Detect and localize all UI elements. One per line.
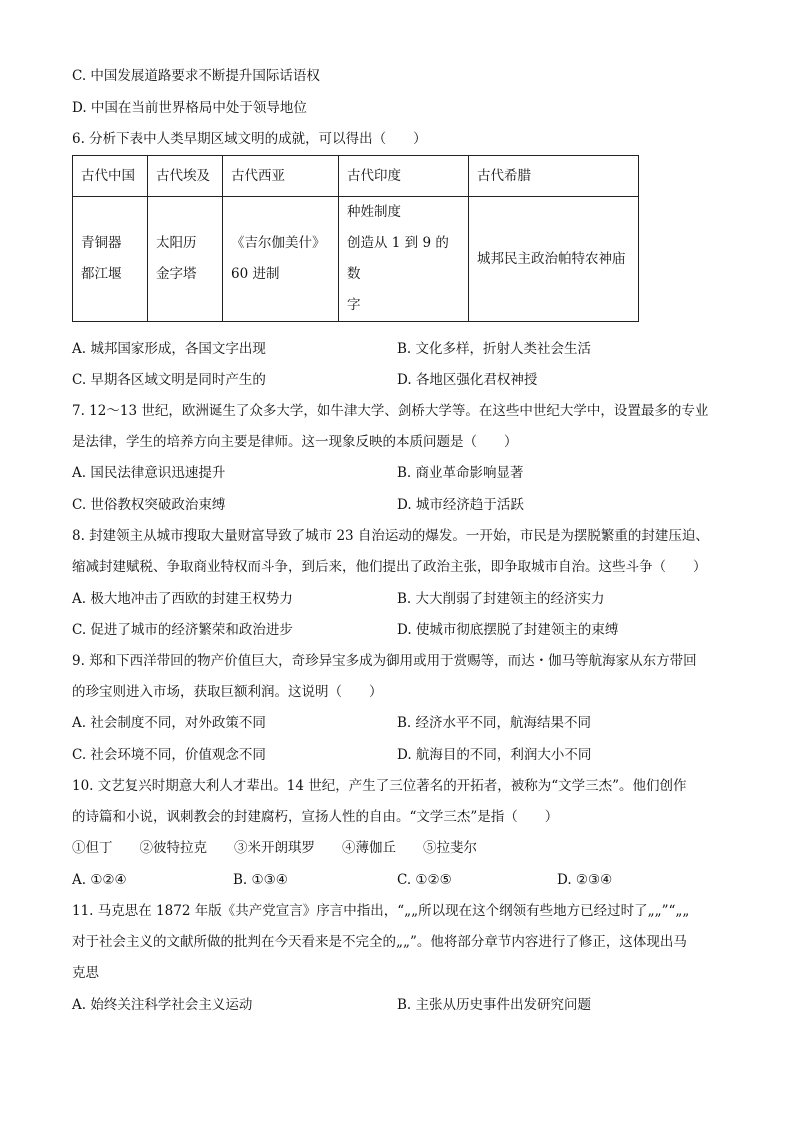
cell-text: 青铜器 — [81, 235, 122, 251]
q11-option-b[interactable]: B. 主张从历史事件出发研究问题 — [397, 997, 592, 1013]
q11-option-a[interactable]: A. 始终关注科学社会主义运动 — [72, 997, 253, 1013]
question-11-stem-cont: 对于社会主义的文献所做的批判在今天看来是不完全的„„”。他将部分章节内容进行了修正，这体现出马 — [72, 934, 687, 950]
q7-option-a[interactable]: A. 国民法律意识迅速提升 — [72, 465, 226, 481]
table-cell-west-asia — [223, 197, 339, 322]
table-header-cell: 古代埃及 — [148, 156, 223, 197]
question-9-stem-cont: 的珍宝则进入市场，获取巨额利润。这说明（ ） — [72, 684, 383, 700]
q8-option-a[interactable]: A. 极大地冲击了西欧的封建王权势力 — [72, 591, 293, 607]
question-10-stem-cont: 的诗篇和小说，讽刺教会的封建腐朽，宣扬人性的自由。“文学三杰”是指（ ） — [72, 809, 559, 825]
q6-option-c[interactable]: C. 早期各区域文明是同时产生的 — [72, 372, 266, 388]
question-10-items: ①但丁 ②彼特拉克 ③米开朗琪罗 ④薄伽丘 ⑤拉斐尔 — [72, 840, 477, 856]
q10-option-c[interactable]: C. ①②⑤ — [397, 872, 452, 888]
q7-option-c[interactable]: C. 世俗教权突破政治束缚 — [72, 497, 226, 513]
question-9-stem: 9. 郑和下西洋带回的物产价值巨大，奇珍异宝多成为御用或用于赏赐等，而达・伽马等航海家从东方带回 — [72, 653, 697, 669]
cell-text: 创造从 1 到 9 的数 — [347, 235, 449, 282]
cell-text: 城邦民主政治帕特农神庙 — [477, 250, 626, 267]
table-header-cell: 古代希腊 — [469, 156, 639, 197]
cell-text: 字 — [347, 297, 361, 313]
question-8-stem-cont: 缩减封建赋税、争取商业特权而斗争，到后来，他们提出了政治主张，即争取城市自治。这些斗争（ ） — [72, 559, 707, 575]
q8-option-b[interactable]: B. 大大削弱了封建领主的经济实力 — [397, 591, 605, 607]
cell-text: 金字塔 — [156, 266, 197, 282]
q10-option-d[interactable]: D. ②③④ — [557, 872, 613, 888]
q8-option-c[interactable]: C. 促进了城市的经济繁荣和政治进步 — [72, 622, 293, 638]
q9-option-a[interactable]: A. 社会制度不同，对外政策不同 — [72, 715, 266, 731]
civilization-table — [72, 155, 639, 322]
table-header-row — [73, 156, 639, 197]
q9-option-c[interactable]: C. 社会环境不同，价值观念不同 — [72, 747, 266, 763]
question-11-stem-end: 克思 — [72, 965, 99, 981]
table-header-cell: 古代印度 — [339, 156, 469, 197]
question-7-stem: 7. 12～13 世纪，欧洲诞生了众多大学，如牛津大学、剑桥大学等。在这些中世纪大学中，设置最多的专业 — [72, 403, 709, 419]
cell-text: 60 进制 — [231, 266, 280, 282]
question-10-stem: 10. 文艺复兴时期意大利人才辈出。14 世纪，产生了三位著名的开拓者，被称为“文学三杰”。他们创作 — [72, 778, 687, 794]
q9-option-b[interactable]: B. 经济水平不同，航海结果不同 — [397, 715, 592, 731]
q10-option-b[interactable]: B. ①③④ — [233, 872, 288, 888]
question-6-stem: 6. 分析下表中人类早期区域文明的成就，可以得出（ ） — [72, 131, 427, 147]
table-cell-india — [339, 197, 469, 322]
q10-option-a[interactable]: A. ①②④ — [72, 872, 127, 888]
q6-option-d[interactable]: D. 各地区强化君权神授 — [397, 372, 538, 388]
q6-option-b[interactable]: B. 文化多样，折射人类社会生活 — [397, 341, 592, 357]
table-cell-china — [73, 197, 148, 322]
q6-option-a[interactable]: A. 城邦国家形成，各国文字出现 — [72, 341, 266, 357]
question-7-stem-cont: 是法律，学生的培养方向主要是律师。这一现象反映的本质问题是（ ） — [72, 434, 518, 450]
table-row — [73, 197, 639, 322]
cell-text: 种姓制度 — [347, 204, 401, 220]
q8-option-d[interactable]: D. 使城市彻底摆脱了封建领主的束缚 — [397, 622, 619, 638]
q5-option-d: D. 中国在当前世界格局中处于领导地位 — [72, 100, 307, 116]
q5-option-c: C. 中国发展道路要求不断提升国际话语权 — [72, 68, 320, 84]
table-cell-greece — [469, 197, 639, 322]
q7-option-b[interactable]: B. 商业革命影响显著 — [397, 465, 524, 481]
q9-option-d[interactable]: D. 航海目的不同，利润大小不同 — [397, 747, 592, 763]
cell-text: 都江堰 — [81, 266, 122, 282]
table-header-cell: 古代西亚 — [223, 156, 339, 197]
q7-option-d[interactable]: D. 城市经济趋于活跃 — [397, 497, 524, 513]
table-header-cell: 古代中国 — [73, 156, 148, 197]
question-8-stem: 8. 封建领主从城市搜取大量财富导致了城市 23 自治运动的爆发。一开始，市民是为摆脱繁重的封建压迫、 — [72, 528, 709, 544]
table-cell-egypt — [148, 197, 223, 322]
cell-text: 《吉尔伽美什》 — [231, 235, 326, 251]
question-11-stem: 11. 马克思在 1872 年版《共产党宣言》序言中指出，“„„所以现在这个纲领有些地方已经过时了„„”“„„ — [72, 903, 690, 919]
cell-text: 太阳历 — [156, 235, 197, 251]
